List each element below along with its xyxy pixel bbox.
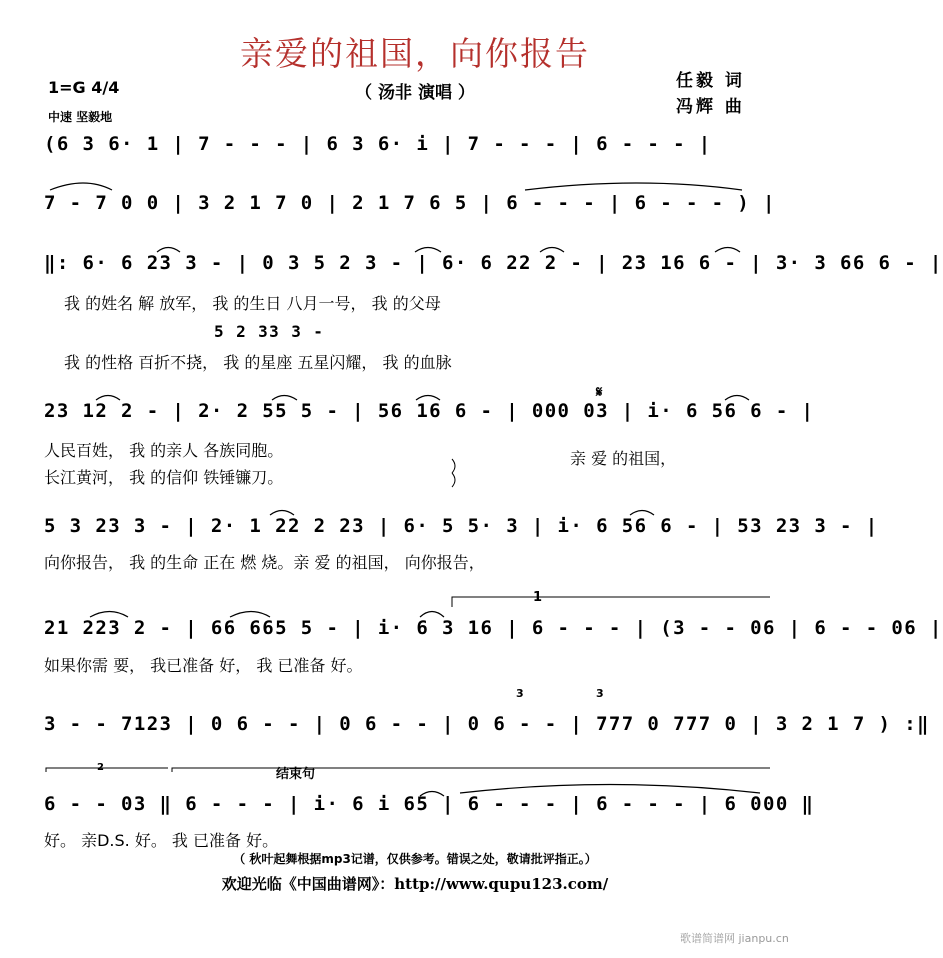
site-link[interactable]: 欢迎光临《中国曲谱网》：http://www.qupu123.com/: [221, 875, 609, 893]
slur-line6-c: [420, 612, 444, 618]
slur-line6-a: [90, 612, 128, 618]
slur-line2-a: [50, 183, 112, 190]
slur-line4-b: [272, 396, 297, 401]
lyric-line-3b: 我 的性格 百折不挠， 我 的星座 五星闪耀， 我 的血脉: [64, 353, 452, 372]
lyric-line-6: 如果你需 要， 我已准备 好， 我 已准备 好。: [44, 656, 363, 675]
slur-line4-a: [96, 396, 120, 401]
slur-line3-c: [540, 248, 564, 253]
score-line-1: (6 3 6· 1 | 7 - - - | 6 3 6· i | 7 - - - | 6 - - - |: [44, 133, 712, 155]
lyric-line-8: 好。 亲D.S. 好。 我 已准备 好。: [44, 831, 279, 850]
volta-1-label: 1: [533, 590, 543, 605]
slur-line5-b: [630, 511, 654, 516]
volta-2-label: 2: [97, 762, 104, 773]
lyric-line-4c: 亲 爱 的祖国，: [570, 449, 677, 468]
slur-line8-a: [420, 792, 444, 797]
volta-1-line: [452, 597, 770, 607]
slur-line3-b: [415, 248, 441, 253]
lyricist-credit: 任毅 词: [676, 71, 745, 91]
slur-line3-d: [715, 248, 740, 253]
volta-brackets: [46, 459, 770, 772]
tempo-marking: 中速 坚毅地: [48, 110, 113, 124]
coda-line: [172, 768, 770, 772]
score-line-5: 5 3 23 3 - | 2· 1 22 2 23 | 6· 5 5· 3 | i· 6 56 6 - | 53 23 3 - |: [44, 515, 879, 537]
lyric-line-3a: 我 的姓名 解 放军， 我 的生日 八月一号， 我 的父母: [64, 294, 441, 313]
slur-line5-a: [270, 511, 294, 516]
watermark: 歌谱简谱网 jianpu.cn: [680, 932, 789, 945]
score-line-4: 23 12 2 - | 2· 2 55 5 - | 56 16 6 - | 000 03 | i· 6 56 6 - |: [44, 400, 815, 422]
coda-label: 结束句: [276, 767, 316, 782]
score-line-7: 3 - - 7123 | 0 6 - - | 0 6 - - | 0 6 - - | 777 0 777 0 | 3 2 1 7 ) :‖: [44, 713, 930, 735]
score-line-2: 7 - 7 0 0 | 3 2 1 7 0 | 2 1 7 6 5 | 6 - - - | 6 - - - ) |: [44, 192, 776, 214]
slur-line2-b: [525, 183, 742, 190]
score-line-3: ‖: 6· 6 23 3 - | 0 3 5 2 3 - | 6· 6 22 2 - | 23 16 6 - | 3· 3 66 6 - |: [44, 252, 943, 274]
slurs: [50, 183, 760, 796]
triplet-mark-2: 3: [596, 687, 604, 700]
lyric-brace: [452, 459, 455, 487]
segno-icon: 𝄋: [596, 383, 603, 401]
score-line-8: 6 - - 03 ‖ 6 - - - | i· 6 i 65 | 6 - - - | 6 - - - | 6 000 ‖: [44, 793, 815, 815]
lyric-line-4b: 长江黄河， 我 的信仰 铁锤镰刀。: [44, 468, 284, 487]
key-signature: 1=G 4/4: [48, 78, 120, 97]
lyric-line-4a: 人民百姓， 我 的亲人 各族同胞。: [44, 441, 284, 460]
score-line-6: 21 223 2 - | 66 665 5 - | i· 6 3 16 | 6 - - - | (3 - - 06 | 6 - - 06 |: [44, 617, 943, 639]
slur-line4-d: [725, 396, 749, 401]
slur-line3-a: [157, 248, 180, 253]
slur-line6-b: [230, 612, 270, 618]
lyric-line-5: 向你报告， 我 的生命 正在 燃 烧。亲 爱 的祖国， 向你报告，: [44, 553, 485, 572]
alternate-notes: 5 2 33 3 -: [214, 322, 325, 341]
page-title: 亲爱的祖国，向你报告: [240, 34, 590, 73]
volta-2-line: [46, 768, 168, 772]
slur-line8-b: [460, 785, 760, 794]
transcription-note: （ 秋叶起舞根据mp3记谱，仅供参考。错误之处，敬请批评指正。）: [233, 852, 597, 866]
slur-line4-c: [416, 396, 440, 401]
composer-credit: 冯辉 曲: [676, 97, 745, 117]
singer-credit: （ 汤非 演唱 ）: [355, 83, 475, 103]
triplet-mark-1: 3: [516, 687, 524, 700]
